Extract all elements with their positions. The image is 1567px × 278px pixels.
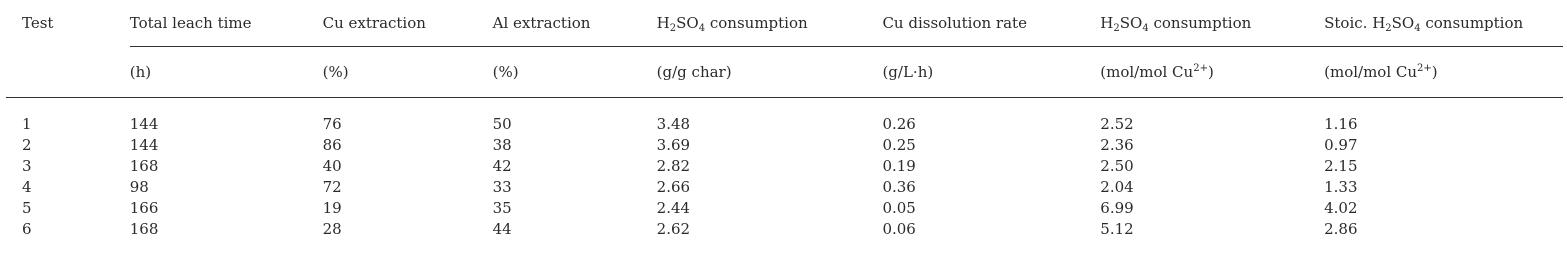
cell-cu-dissolution-rate: 0.05 bbox=[882, 199, 916, 217]
cell-h2so4-consumption-mass: 2.62 bbox=[656, 220, 691, 238]
cell-h2so4-consumption-molar: 2.50 bbox=[1100, 157, 1134, 175]
cell-stoic-h2so4-consumption: 1.33 bbox=[1324, 178, 1358, 196]
unit-cu-extraction: (%) bbox=[323, 47, 493, 98]
cell-test: 6 bbox=[22, 220, 32, 238]
cell-total-leach-time: 144 bbox=[129, 115, 159, 133]
cell-cu-dissolution-rate: 0.06 bbox=[882, 220, 916, 238]
cell-cu-dissolution-rate: 0.26 bbox=[882, 115, 916, 133]
cell-stoic-h2so4-consumption: 1.16 bbox=[1324, 115, 1358, 133]
cell-total-leach-time: 98 bbox=[129, 178, 149, 196]
header-al-extraction: Al extraction bbox=[493, 0, 657, 47]
table-spacer bbox=[6, 98, 1563, 115]
cell-cu-extraction: 19 bbox=[322, 199, 342, 217]
cell-test: 2 bbox=[22, 136, 32, 154]
cell-stoic-h2so4-consumption: 4.02 bbox=[1324, 199, 1358, 217]
cell-cu-dissolution-rate: 0.36 bbox=[882, 178, 916, 196]
table-row bbox=[6, 198, 1563, 219]
cell-cu-extraction: 28 bbox=[322, 220, 342, 238]
unit-cu-dissolution-rate: (g/L·h) bbox=[882, 47, 1100, 98]
cell-h2so4-consumption-molar: 2.52 bbox=[1100, 115, 1134, 133]
cell-total-leach-time: 144 bbox=[129, 136, 159, 154]
header-cu-dissolution-rate: Cu dissolution rate bbox=[882, 0, 1100, 47]
cell-cu-dissolution-rate: 0.25 bbox=[882, 136, 916, 154]
cell-h2so4-consumption-mass: 2.66 bbox=[656, 178, 691, 196]
cell-al-extraction: 44 bbox=[492, 220, 512, 238]
cell-stoic-h2so4-consumption: 2.86 bbox=[1324, 220, 1358, 238]
cell-total-leach-time: 168 bbox=[129, 157, 159, 175]
cell-total-leach-time: 166 bbox=[129, 199, 159, 217]
unit-stoic-h2so4-consumption: (mol/mol $Cu^{2+}$) bbox=[1324, 47, 1563, 98]
cell-test: 4 bbox=[22, 178, 32, 196]
cell-h2so4-consumption-molar: 2.04 bbox=[1100, 178, 1134, 196]
cell-stoic-h2so4-consumption: 0.97 bbox=[1324, 136, 1358, 154]
cell-al-extraction: 35 bbox=[492, 199, 512, 217]
header-h2so4-consumption-mass: $H_2SO_4$ consumption bbox=[657, 0, 883, 47]
table-row bbox=[6, 177, 1563, 198]
cell-test: 5 bbox=[22, 199, 32, 217]
cell-test: 1 bbox=[22, 115, 32, 133]
unit-total-leach-time: (h) bbox=[130, 47, 323, 98]
cell-al-extraction: 33 bbox=[492, 178, 512, 196]
header-row bbox=[6, 0, 1563, 47]
cell-h2so4-consumption-mass: 2.82 bbox=[656, 157, 691, 175]
cell-h2so4-consumption-mass: 2.44 bbox=[656, 199, 691, 217]
cell-cu-extraction: 86 bbox=[322, 136, 342, 154]
unit-test bbox=[6, 47, 130, 98]
cell-total-leach-time: 168 bbox=[129, 220, 159, 238]
cell-stoic-h2so4-consumption: 2.15 bbox=[1324, 157, 1358, 175]
cell-h2so4-consumption-molar: 5.12 bbox=[1100, 220, 1134, 238]
cell-al-extraction: 50 bbox=[492, 115, 512, 133]
table-row bbox=[6, 156, 1563, 177]
header-cu-extraction: Cu extraction bbox=[323, 0, 493, 47]
leach-results-table bbox=[6, 0, 1563, 240]
cell-al-extraction: 38 bbox=[492, 136, 512, 154]
cell-cu-extraction: 76 bbox=[322, 115, 342, 133]
unit-h2so4-consumption-molar: (mol/mol $Cu^{2+}$) bbox=[1100, 47, 1324, 98]
table-row bbox=[6, 135, 1563, 156]
header-test: Test bbox=[22, 14, 54, 33]
header-stoic-h2so4-consumption: Stoic. $H_2SO_4$ consumption bbox=[1324, 0, 1563, 47]
cell-cu-extraction: 72 bbox=[322, 178, 342, 196]
cell-cu-extraction: 40 bbox=[322, 157, 342, 175]
unit-al-extraction: (%) bbox=[493, 47, 657, 98]
cell-h2so4-consumption-mass: 3.48 bbox=[656, 115, 691, 133]
table-row bbox=[6, 219, 1563, 240]
table-row bbox=[6, 114, 1563, 135]
cell-al-extraction: 42 bbox=[492, 157, 512, 175]
header-h2so4-consumption-molar: $H_2SO_4$ consumption bbox=[1100, 0, 1324, 47]
cell-h2so4-consumption-molar: 6.99 bbox=[1100, 199, 1134, 217]
units-row bbox=[6, 47, 1563, 98]
cell-h2so4-consumption-mass: 3.69 bbox=[656, 136, 691, 154]
unit-h2so4-consumption-mass: (g/g char) bbox=[657, 47, 883, 98]
spacer-cell bbox=[6, 98, 1563, 115]
cell-test: 3 bbox=[22, 157, 32, 175]
cell-h2so4-consumption-molar: 2.36 bbox=[1100, 136, 1134, 154]
header-total-leach-time: Total leach time bbox=[130, 0, 323, 47]
cell-cu-dissolution-rate: 0.19 bbox=[882, 157, 916, 175]
